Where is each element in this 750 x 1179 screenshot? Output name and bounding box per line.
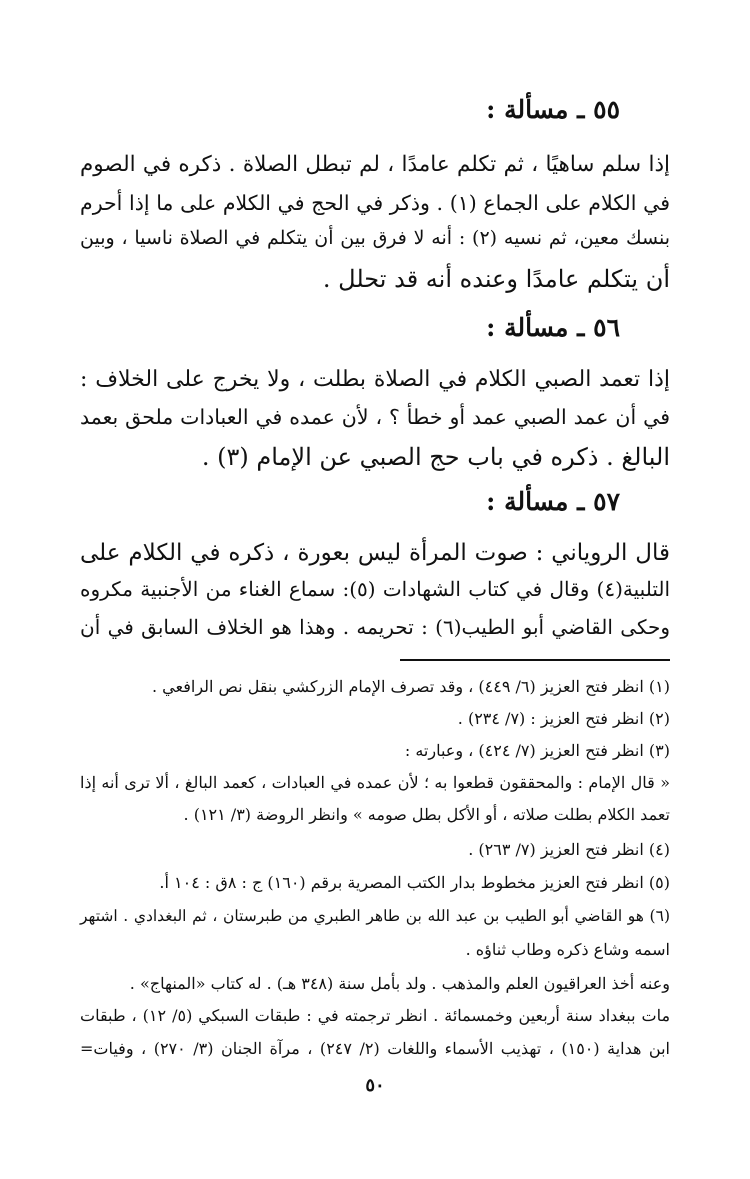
- masala-56-heading: ٥٦ ـ مسألة :: [486, 313, 620, 342]
- masala-56-line-3: البالغ . ذكره في باب حج الصبي عن الإمام (٣) .: [201, 443, 670, 471]
- footnote-2: (٢) انظر فتح العزيز : (٧/ ٢٣٤) .: [457, 709, 670, 728]
- masala-57-line-3: وحكى القاضي أبو الطيب(٦) : تحريمه . وهذا هو الخلاف السابق في أن: [80, 615, 671, 639]
- footnote-6-line-5: ابن هداية (١٥٠) ، تهذيب الأسماء واللغات (٢/ ٢٤٧) ، مرآة الجنان (٣/ ٢٧٠) ، وفيات=: [80, 1039, 670, 1058]
- footnote-3-quote-line-2: تعمد الكلام بطلت صلاته ، أو الأكل بطل صومه » وانظر الروضة (٣/ ١٢١) .: [183, 805, 670, 824]
- footnote-6-line-4: مات ببغداد سنة أربعين وخمسمائة . انظر ترجمته في : طبقات السبكي (٥/ ١٢) ، طبقات: [80, 1006, 671, 1025]
- masala-56-line-2: في أن عمد الصبي عمد أو خطأ ؟ ، لأن عمده في العبادات ملحق بعمد: [80, 405, 670, 429]
- footnote-3-quote-line-1: « قال الإمام : والمحققون قطعوا به ؛ لأن عمده في العبادات ، كعمد البالغ ، ألا ترى أنه إذا: [80, 773, 670, 792]
- masala-55-line-4: أن يتكلم عامدًا وعنده أنه قد تحلل .: [322, 265, 670, 293]
- masala-57-line-2: التلبية(٤) وقال في كتاب الشهادات (٥): سماع الغناء من الأجنبية مكروه: [80, 577, 671, 601]
- masala-55-line-2: في الكلام على الجماع (١) . وذكر في الحج في الكلام على ما إذا أحرم: [80, 191, 670, 215]
- footnote-4: (٤) انظر فتح العزيز (٧/ ٢٦٣) .: [468, 840, 670, 859]
- footnote-6-line-3: وعنه أخذ العراقيون العلم والمذهب . ولد بأمل سنة (٣٤٨ هـ) . له كتاب «المنهاج» .: [129, 974, 670, 993]
- footnote-1: (١) انظر فتح العزيز (٦/ ٤٤٩) ، وقد تصرف الإمام الزركشي بنقل نص الرافعي .: [152, 677, 670, 696]
- masala-56-line-1: إذا تعمد الصبي الكلام في الصلاة بطلت ، ولا يخرج على الخلاف :: [80, 367, 670, 392]
- footnote-6-line-2: اسمه وشاع ذكره وطاب ثناؤه .: [465, 940, 670, 959]
- page-number: ٥٠: [365, 1075, 385, 1096]
- masala-55-line-1: إذا سلم ساهيًا ، ثم تكلم عامدًا ، لم تبطل الصلاة . ذكره في الصوم: [80, 152, 670, 177]
- masala-55-line-3: بنسك معين، ثم نسيه (٢) : أنه لا فرق بين أن يتكلم في الصلاة ناسيا ، وبين: [80, 227, 670, 249]
- masala-57-heading: ٥٧ ـ مسألة :: [486, 487, 620, 516]
- footnote-5: (٥) انظر فتح العزيز مخطوط بدار الكتب المصرية برقم (١٦٠) ج : ٨ق : ١٠٤ أ.: [159, 873, 670, 892]
- masala-57-line-1: قال الروياني : صوت المرأة ليس بعورة ، ذكره في الكلام على: [80, 540, 670, 566]
- footnote-separator: [400, 659, 670, 661]
- footnote-6-line-1: (٦) هو القاضي أبو الطيب بن عبد الله بن طاهر الطبري من طبرستان ، ثم البغدادي . اشتهر: [80, 907, 670, 925]
- footnote-3: (٣) انظر فتح العزيز (٧/ ٤٢٤) ، وعبارته :: [404, 741, 670, 760]
- masala-55-heading: ٥٥ ـ مسألة :: [486, 95, 620, 124]
